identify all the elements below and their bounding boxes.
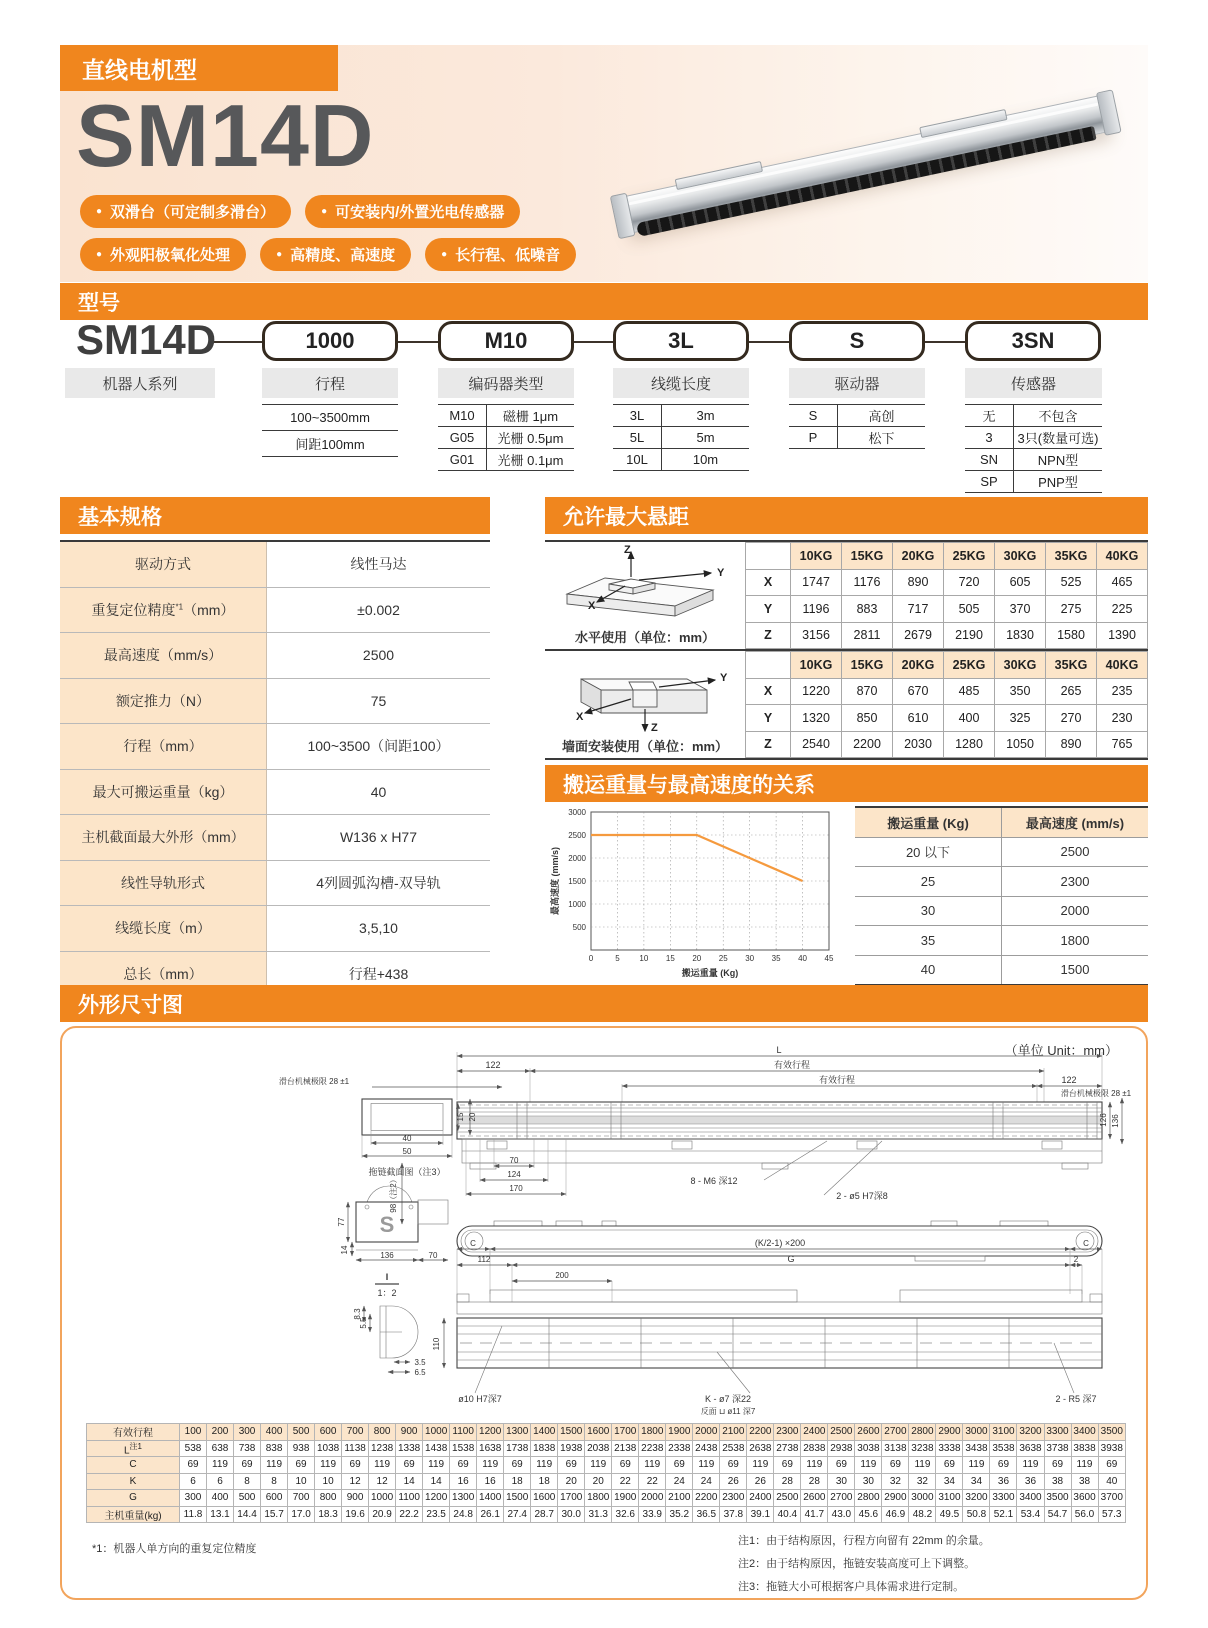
horizontal-use-caption: 水平使用（单位：mm） — [574, 630, 716, 645]
table-row: $L^{注1}$ 538 638 738 838 938 1038 1138 1238 1338 1438 1538 1638 1738 1838 1938 2038 2138 2238 2338 2438 2538 2638 2738 2838 2938 3038 3138 3238 3338 3438 3538 3638 3738 3838 3938 — [87, 1440, 1126, 1457]
svg-text:5: 5 — [615, 954, 620, 963]
basic-specs-table — [60, 540, 490, 998]
table-row: Y 1196 883 717 505 370 275 225 — [746, 596, 1148, 623]
table-row: Z 2540 2200 2030 1280 1050 890 765 — [746, 731, 1148, 758]
dim-3-5: 3.5 — [414, 1358, 426, 1367]
table-header-row: 10KG 15KG 20KG 25KG 30KG 35KG 40KG — [746, 652, 1148, 679]
cantilever-block — [545, 540, 1148, 760]
note-2: 注2：由于结构原因，拖链安装高度可上下调整。 — [738, 1558, 976, 1571]
dim-w136: 136 — [380, 1251, 394, 1260]
svg-text:25: 25 — [718, 954, 728, 963]
table-row: 20 以下 2500 — [855, 837, 1148, 867]
label-hole10: ø10 H7深7 — [458, 1394, 502, 1404]
table-row: M10 磁栅 1μm — [438, 405, 574, 427]
table-row: G01 光栅 0.1μm — [438, 449, 574, 471]
dim-L: L — [776, 1045, 782, 1055]
table-row: 无 不包含 — [965, 405, 1102, 427]
table-row: 最大可搬运重量（kg） 40 — [60, 769, 490, 815]
dim-C-left: C — [470, 1239, 476, 1248]
dim-124: 124 — [507, 1170, 521, 1179]
corner-detail — [353, 1306, 426, 1377]
svg-text:2000: 2000 — [568, 854, 586, 863]
table-row: 40 1500 — [855, 955, 1148, 985]
brand-logo-icon: S — [379, 1212, 395, 1237]
table-row: 10L 10m — [613, 449, 749, 471]
table-row: S 高创 — [789, 405, 925, 427]
product-type-label: 直线电机型 — [82, 56, 197, 83]
model-code-box-cable: 3L — [613, 321, 749, 361]
label-chain-section: 拖链截面图（注3） — [368, 1167, 446, 1177]
bottom-view — [432, 1238, 1102, 1416]
dim-15: 15 — [456, 1112, 465, 1122]
label-r5: 2 - R5 深7 — [1055, 1394, 1097, 1404]
dim-k200: (K/2-1) ×200 — [754, 1238, 806, 1248]
dim-C-right: C — [1083, 1239, 1089, 1248]
table-row: 线性导轨形式 4列圆弧沟槽-双导轨 — [60, 860, 490, 906]
dim-G: G — [787, 1254, 795, 1264]
dim-50: 50 — [402, 1147, 412, 1156]
table-row: 总长（mm） 行程+438 — [60, 951, 490, 997]
dim-122-right: 122 — [1061, 1075, 1077, 1085]
section-title: 允许最大悬距 — [563, 505, 689, 529]
badge-label: 高精度、高速度 — [290, 247, 396, 264]
page-title: SM14D — [76, 86, 375, 185]
svg-text:10: 10 — [639, 954, 649, 963]
table-row: 驱动方式 线性马达 — [60, 541, 490, 587]
dim-112: 112 — [477, 1255, 491, 1264]
driver-options-table — [789, 404, 925, 449]
section-bar-cantilever — [545, 497, 1148, 534]
speed-weight-table — [855, 806, 1148, 986]
dim-8-3: 8.3 — [353, 1308, 362, 1320]
dim-5-5: 5.5 — [359, 1317, 368, 1329]
svg-text:20: 20 — [692, 954, 702, 963]
model-code-box-sensor: 3SN — [965, 321, 1101, 361]
table-header-row: 10KG 15KG 20KG 25KG 30KG 35KG 40KG — [746, 543, 1148, 570]
iso-diagram-horizontal — [545, 542, 745, 624]
model-code-box-stroke: 1000 — [262, 321, 398, 361]
product-image — [588, 45, 1148, 280]
table-row: 最高速度（mm/s） 2500 — [60, 633, 490, 679]
dim-126: 126 — [1099, 1113, 1108, 1127]
wall-mount-diagram — [545, 651, 745, 758]
table-row: 间距100mm — [262, 431, 398, 457]
dim-6-5: 6.5 — [414, 1368, 426, 1377]
bullet-icon: ● — [96, 206, 103, 217]
model-code-box-encoder: M10 — [438, 321, 574, 361]
cantilever-wall — [545, 651, 1148, 760]
note-1: 注1：由于结构原因，行程方向留有 22mm 的余量。 — [738, 1535, 990, 1547]
section-title: 外形尺寸图 — [78, 993, 183, 1017]
dim-14: 14 — [340, 1245, 349, 1255]
scale-mark-i: I — [385, 1272, 389, 1282]
scale-ratio: 1：2 — [377, 1288, 397, 1298]
table-row: P 松下 — [789, 427, 925, 449]
bullet-icon: ● — [321, 206, 328, 217]
column-label-stroke: 行程 — [262, 368, 398, 398]
dim-effective-stroke: 有效行程 — [773, 1060, 811, 1070]
column-label-sensor: 传感器 — [965, 368, 1102, 398]
badge-label: 长行程、低噪音 — [455, 247, 561, 264]
svg-text:500: 500 — [572, 923, 586, 932]
section-bar-speed — [545, 765, 1148, 802]
table-row: 35 1800 — [855, 926, 1148, 956]
note-3: 注3：拖链大小可根据客户具体需求进行定制。 — [738, 1581, 965, 1594]
svg-text:1000: 1000 — [568, 900, 586, 909]
axis-x-label: X — [576, 711, 584, 723]
dim-136: 136 — [1111, 1114, 1120, 1128]
table-row: 100~3500mm — [262, 405, 398, 431]
axis-y-label: Y — [717, 567, 725, 579]
dim-effective-stroke-2: 有效行程 — [818, 1075, 856, 1085]
badge-label: 外观阳极氧化处理 — [110, 247, 231, 264]
svg-text:0: 0 — [588, 954, 594, 963]
column-label-cable: 线缆长度 — [613, 368, 749, 398]
svg-text:3000: 3000 — [568, 808, 586, 817]
feature-badge — [80, 195, 291, 228]
svg-text:搬运重量 (Kg): 搬运重量 (Kg) — [681, 968, 739, 978]
table-row: 3L 3m — [613, 405, 749, 427]
axis-z-label: Z — [651, 722, 658, 734]
series-code: SM14D — [76, 316, 217, 363]
svg-text:15: 15 — [665, 954, 675, 963]
dim-2: 2 — [1073, 1255, 1079, 1264]
stroke-options-table — [262, 404, 398, 457]
label-holeK-back: 反面 ⊔ ø11 深7 — [700, 1407, 756, 1416]
sensor-options-table — [965, 404, 1102, 493]
cantilever-wall-table — [745, 651, 1148, 758]
axis-y-label: Y — [720, 672, 728, 684]
feature-badges-row1 — [80, 195, 520, 228]
label-slider-limit-left: 滑台机械极限 28 ±1 — [278, 1077, 350, 1086]
section-title: 搬运重量与最高速度的关系 — [563, 773, 815, 797]
feature-badge — [305, 195, 520, 228]
model-code-box-driver: S — [789, 321, 925, 361]
column-label-driver: 驱动器 — [789, 368, 925, 398]
axis-z-label: Z — [624, 544, 631, 556]
table-row: 有效行程 100 200 300 400 500 600 700 800 900 1000 1100 1200 1300 1400 1500 1600 1700 1800 1900 2000 2100 2200 2300 2400 2500 2600 2700 2800 2900 3000 3100 3200 3300 3400 3500 — [87, 1424, 1126, 1441]
svg-text:45: 45 — [824, 954, 834, 963]
table-row: 行程（mm） 100~3500（间距100） — [60, 724, 490, 770]
table-row: SN NPN型 — [965, 449, 1102, 471]
dim-w70: 70 — [428, 1251, 438, 1260]
section-bar-dimensions — [60, 985, 1148, 1022]
feature-badge — [260, 238, 411, 271]
table-row: 重复定位精度$^{*1}$（mm） ±0.002 — [60, 587, 490, 633]
table-row: 3 3只(数量可选) — [965, 427, 1102, 449]
svg-text:30: 30 — [745, 954, 755, 963]
table-row: 主机重量(kg) 11.8 13.1 14.4 15.7 17.0 18.3 19.6 20.9 22.2 23.5 24.8 26.1 27.4 28.7 30.0 31.3 32.6 33.9 35.2 36.5 37.8 39.1 40.4 41.7 43.0 45.6 46.9 48.2 49.5 50.8 52.1 53.4 54.7 56.0 57.3 — [87, 1506, 1126, 1523]
feature-badge — [425, 238, 576, 271]
feature-badge — [80, 238, 246, 271]
dim-77: 77 — [337, 1217, 346, 1227]
badge-label: 双滑台（可定制多滑台） — [110, 204, 276, 221]
dimension-drawing — [62, 1044, 1150, 1420]
label-pin-holes: 2 - ø5 H7深8 — [836, 1191, 888, 1201]
dim-122-left: 122 — [485, 1060, 501, 1070]
table-row: C 69 119 69 119 69 119 69 119 69 119 69 119 69 119 69 119 69 119 69 119 69 119 69 119 69 119 69 119 69 119 69 119 69 119 69 — [87, 1457, 1126, 1474]
series-label: 机器人系列 — [65, 368, 215, 398]
dim-40: 40 — [402, 1134, 412, 1143]
label-m6-holes: 8 - M6 深12 — [690, 1176, 738, 1186]
linear-actuator-illustration — [622, 95, 1114, 256]
table-row: X 1747 1176 890 720 605 525 465 — [746, 569, 1148, 596]
iso-diagram-wall — [545, 651, 745, 736]
dim-98: 98（注2） — [389, 1175, 398, 1213]
section-bar-model — [60, 283, 1148, 320]
column-label-encoder: 编码器类型 — [438, 368, 574, 398]
svg-text:1500: 1500 — [568, 877, 586, 886]
label-slider-limit-right: 滑台机械极限 28 ±1 — [1060, 1089, 1132, 1098]
svg-text:2500: 2500 — [568, 831, 586, 840]
chain-cross-section — [362, 1099, 477, 1177]
table-row: G 300 400 500 600 700 800 900 1000 1100 1200 1300 1400 1500 1600 1700 1800 1900 2000 2100 2200 2300 2400 2500 2600 2700 2800 2900 3000 3100 3200 3300 3400 3500 3600 3700 — [87, 1490, 1126, 1507]
table-row: 5L 5m — [613, 427, 749, 449]
table-row: K 6 6 8 8 10 10 12 12 14 14 16 16 18 18 20 20 22 22 24 24 26 26 28 28 30 30 32 32 34 34 36 36 38 38 40 — [87, 1473, 1126, 1490]
footnote-repeatability: *1：机器人单方向的重复定位精度 — [92, 1543, 257, 1555]
bullet-icon: ● — [441, 249, 448, 260]
section-title: 基本规格 — [78, 505, 162, 529]
stroke-dimension-table — [86, 1423, 1126, 1523]
horizontal-use-diagram — [545, 542, 745, 649]
badge-label: 可安装内/外置光电传感器 — [335, 204, 505, 221]
dim-70: 70 — [509, 1156, 519, 1165]
dim-20: 20 — [468, 1112, 477, 1122]
svg-text:35: 35 — [771, 954, 781, 963]
hero-section — [60, 45, 1148, 282]
table-row: 额定推力（N） 75 — [60, 678, 490, 724]
table-row: G05 光栅 0.5μm — [438, 427, 574, 449]
table-row: Y 1320 850 610 400 325 270 230 — [746, 705, 1148, 732]
section-bar-basic-specs — [60, 497, 490, 534]
table-row: Z 3156 2811 2679 2190 1830 1580 1390 — [746, 622, 1148, 649]
label-holeK: K - ø7 深22 — [704, 1394, 752, 1404]
bullet-icon: ● — [276, 249, 283, 260]
dim-110: 110 — [432, 1337, 441, 1351]
wall-mount-caption: 墙面安装使用（单位：mm） — [561, 739, 729, 754]
cable-options-table — [613, 404, 749, 471]
table-row: SP PNP型 — [965, 471, 1102, 493]
table-header-row: 搬运重量 (Kg) 最高速度 (mm/s) — [855, 807, 1148, 837]
table-row: 线缆长度（m） 3,5,10 — [60, 906, 490, 952]
table-row: X 1220 870 670 485 350 265 235 — [746, 678, 1148, 705]
encoder-options-table — [438, 404, 574, 471]
table-row: 30 2000 — [855, 896, 1148, 926]
table-row: 主机截面最大外形（mm） W136 x H77 — [60, 815, 490, 861]
notes-list — [738, 1530, 990, 1599]
dimension-box — [60, 1026, 1148, 1600]
svg-text:40: 40 — [798, 954, 808, 963]
axis-x-label: X — [588, 600, 596, 612]
section-title: 型号 — [78, 291, 120, 315]
bullet-icon: ● — [96, 249, 103, 260]
speed-weight-chart — [545, 800, 845, 985]
dim-200: 200 — [555, 1271, 569, 1280]
model-code-diagram — [60, 316, 1148, 496]
feature-badges-row2 — [80, 238, 576, 271]
cantilever-horizontal — [545, 542, 1148, 651]
table-row: 25 2300 — [855, 867, 1148, 897]
svg-text:最高速度 (mm/s): 最高速度 (mm/s) — [550, 846, 560, 916]
cantilever-horizontal-table — [745, 542, 1148, 649]
dim-170: 170 — [509, 1184, 523, 1193]
unit-note: （单位 Unit：mm） — [1004, 1043, 1118, 1058]
